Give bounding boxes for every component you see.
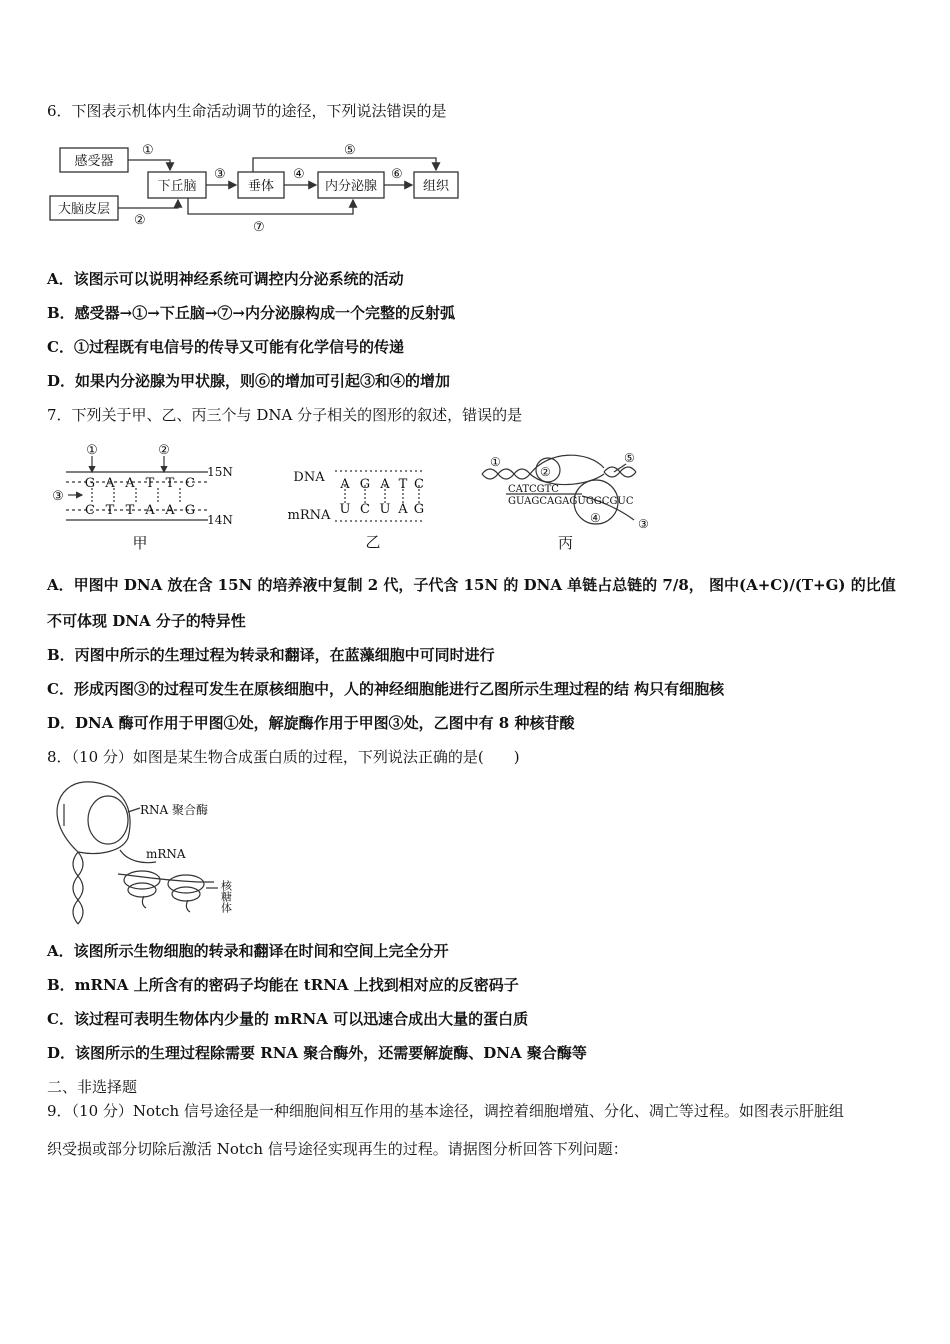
mark: ④ bbox=[590, 511, 601, 525]
base: A bbox=[125, 476, 135, 491]
base: U bbox=[379, 502, 391, 517]
q8-figure bbox=[48, 778, 258, 926]
mark: ① bbox=[490, 455, 501, 469]
mark: ② bbox=[158, 443, 170, 458]
caption: 丙 bbox=[558, 534, 574, 552]
q9-stem-line1: 9．（10 分）Notch 信号途径是一种细胞间相互作用的基本途径，调控着细胞增殖、分化、凋亡等过程。如图表示肝脏组 bbox=[47, 1102, 844, 1120]
q6-option-c: C．①过程既有电信号的传导又可能有化学信号的传递 bbox=[47, 338, 404, 356]
base: A bbox=[105, 476, 115, 491]
q8-option-a: A．该图所示生物细胞的转录和翻译在时间和空间上完全分开 bbox=[47, 942, 449, 960]
q8-option-b: B．mRNA 上所含有的密码子均能在 tRNA 上找到相对应的反密码子 bbox=[47, 976, 519, 994]
mark: ③ bbox=[52, 489, 64, 504]
sequence: CATCGTC bbox=[508, 484, 559, 495]
q8-option-c: C．该过程可表明生物体内少量的 mRNA 可以迅速合成出大量的蛋白质 bbox=[47, 1010, 529, 1028]
base: A bbox=[398, 502, 408, 517]
q6-option-d: D．如果内分泌腺为甲状腺，则⑥的增加可引起③和④的增加 bbox=[47, 372, 451, 390]
label-mrna: mRNA bbox=[146, 847, 186, 861]
base: G bbox=[413, 502, 425, 517]
q6-stem: 6．下图表示机体内生命活动调节的途径，下列说法错误的是 bbox=[47, 102, 447, 120]
base: T bbox=[105, 503, 115, 518]
box-label: 感受器 bbox=[74, 154, 114, 169]
arrow-mark: ⑤ bbox=[344, 143, 356, 158]
label-ribosome: 核糖体 bbox=[219, 880, 233, 913]
base: U bbox=[339, 502, 351, 517]
q8-stem: 8．（10 分）如图是某生物合成蛋白质的过程，下列说法正确的是( ) bbox=[47, 748, 520, 766]
arrow-mark: ③ bbox=[214, 167, 226, 182]
base: G bbox=[84, 476, 96, 491]
box-label: 下丘脑 bbox=[157, 179, 197, 194]
sequence: GUAGCAGAGUGGCGUC bbox=[508, 496, 634, 507]
base: A bbox=[165, 503, 175, 518]
arrow-mark: ① bbox=[142, 143, 154, 158]
base: G bbox=[359, 477, 371, 492]
q7-option-b: B．丙图中所示的生理过程为转录和翻译，在蓝藻细胞中可同时进行 bbox=[47, 646, 495, 664]
q9-stem-line2: 织受损或部分切除后激活 Notch 信号途径实现再生的过程。请据图分析回答下列问题： bbox=[47, 1140, 628, 1158]
q7-option-a-cont: 不可体现 DNA 分子的特异性 bbox=[47, 612, 246, 630]
base: C bbox=[414, 477, 424, 492]
base: A bbox=[340, 477, 350, 492]
base: C bbox=[360, 502, 370, 517]
q7-stem: 7．下列关于甲、乙、丙三个与 DNA 分子相关的图形的叙述，错误的是 bbox=[47, 406, 523, 424]
base: G bbox=[184, 503, 196, 518]
base: T bbox=[125, 503, 135, 518]
isotope-label: 14N bbox=[207, 513, 233, 527]
q7-figure-jia bbox=[48, 438, 248, 556]
box-label: 垂体 bbox=[247, 179, 275, 194]
arrow-mark: ⑥ bbox=[391, 167, 403, 182]
dna-label: DNA bbox=[293, 470, 325, 485]
mark: ① bbox=[86, 443, 98, 458]
mrna-label: mRNA bbox=[287, 508, 331, 523]
label-rna-polymerase: RNA 聚合酶 bbox=[140, 803, 209, 817]
arrow-mark: ④ bbox=[293, 167, 305, 182]
q7-figure-yi bbox=[285, 455, 435, 555]
q6-option-b: B．感受器→①→下丘脑→⑦→内分泌腺构成一个完整的反射弧 bbox=[47, 304, 455, 322]
q7-option-c: C．形成丙图③的过程可发生在原核细胞中，人的神经细胞能进行乙图所示生理过程的结 构只有细胞核 bbox=[47, 680, 725, 698]
q8-option-d: D．该图所示的生理过程除需要 RNA 聚合酶外，还需要解旋酶、DNA 聚合酶等 bbox=[47, 1044, 587, 1062]
mark: ③ bbox=[638, 517, 649, 531]
base: T bbox=[398, 477, 408, 492]
base: A bbox=[145, 503, 155, 518]
section-heading: 二、非选择题 bbox=[47, 1078, 138, 1096]
q7-option-d: D．DNA 酶可作用于甲图①处，解旋酶作用于甲图③处，乙图中有 8 种核苷酸 bbox=[47, 714, 575, 732]
base: A bbox=[380, 477, 390, 492]
box-label: 组织 bbox=[422, 179, 450, 194]
caption: 甲 bbox=[132, 534, 148, 552]
mark: ② bbox=[540, 465, 551, 479]
arrow-mark: ② bbox=[134, 213, 146, 228]
q6-option-a: A．该图示可以说明神经系统可调控内分泌系统的活动 bbox=[47, 270, 404, 288]
base: C bbox=[85, 503, 95, 518]
q6-regulation-diagram bbox=[48, 138, 468, 236]
box-label: 大脑皮层 bbox=[57, 202, 111, 217]
q7-option-a: A．甲图中 DNA 放在含 15N 的培养液中复制 2 代，子代含 15N 的 DNA 单链占总链的 7/8， 图中(A+C)/(T+G) 的比值 bbox=[47, 576, 896, 594]
q7-figure-bing bbox=[478, 446, 668, 554]
box-label: 内分泌腺 bbox=[324, 179, 378, 194]
base: T bbox=[145, 476, 155, 491]
isotope-label: 15N bbox=[207, 465, 233, 479]
base: C bbox=[185, 476, 195, 491]
caption: 乙 bbox=[365, 533, 381, 551]
base: T bbox=[165, 476, 175, 491]
mark: ⑤ bbox=[624, 451, 635, 465]
arrow-mark: ⑦ bbox=[253, 220, 265, 235]
